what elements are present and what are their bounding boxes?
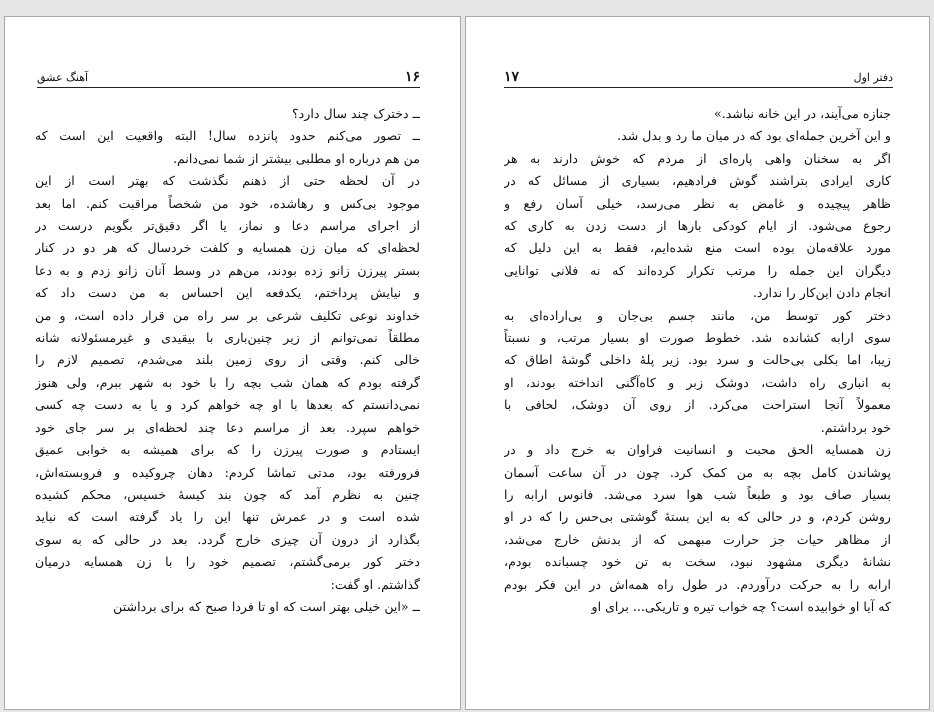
- text-line: دختر کور توسط من، مانند جسم بی‌جان و بی‌اراده‌ای به: [504, 307, 891, 323]
- text-line: دیگران این جمله را مرتب تکرار کرده‌اند که نه فلانی توانایی: [504, 262, 891, 278]
- text-line: ــ تصور می‌کنم حدود پانزده سال! البته واقعیت این است که: [35, 128, 420, 144]
- right-page-number: ۱۷: [504, 69, 520, 85]
- text-line: گذاشتم. او گفت:: [330, 576, 420, 592]
- left-page-body: [35, 103, 420, 618]
- left-page-number: ۱۶: [404, 69, 420, 85]
- text-line: خواهم سپرد. بعد از مراسم دعا چند لحظه‌ای بر سر جای خود: [35, 419, 420, 435]
- text-line: زن همسایه الحق محبت و انسانیت فراوان به خرج داد و در: [504, 442, 891, 458]
- text-line: روشن کردم، و در حالی که به این بستهٔ گوشتی بی‌حس را که در او: [504, 509, 891, 525]
- text-line: خالی کنم. وقتی از روی زمین بلند می‌شدم، تصمیم لازم را: [35, 352, 420, 368]
- text-line: و نیایش پرداختم، یکدفعه این احساس به من دست داد که: [35, 285, 420, 301]
- text-line: فرورفته بود، مدتی تماشا کردم: دهان چروکیده و فروبسته‌اش،: [35, 464, 420, 480]
- text-line: لحظه‌ای که میان زن همسایه و کلفت خردسال که هر دو در کنار: [35, 240, 420, 256]
- text-line: نمی‌دانستم که بعدها با او چه خواهم کرد و یا به دست چه کسی: [35, 397, 420, 413]
- text-line: ــ «این خیلی بهتر است که او تا فردا صبح که برای برداشتن: [113, 598, 420, 614]
- text-line: ایستادم و صورت پیرزن را که برای همیشه به خوابی عمیق: [35, 442, 420, 458]
- text-line: موجود بی‌کس و رهاشده، خود من شخصاً مراقبت کنم. اما بعد: [35, 195, 420, 211]
- text-line: من هم درباره او مطلبی بیشتر از شما نمی‌دانم.: [172, 150, 420, 166]
- text-line: خود برداشتم.: [820, 419, 891, 435]
- text-line: چنین به نظرم آمد که چون بند کیسهٔ خسیس، محکم کشیده: [35, 486, 420, 502]
- right-running-head: دفتر اول: [853, 71, 893, 84]
- text-line: انجام دادن این‌کار را ندارد.: [752, 285, 891, 301]
- right-page-header: [504, 69, 893, 88]
- text-line: رجوع می‌شود. از ایام کودکی بارها از دست زدن به کاری که: [504, 218, 891, 234]
- text-line: نشانهٔ دیگری مشهود نبود، سخت به تن خود چسبانده بودم،: [504, 554, 891, 570]
- text-line: پوشاندن کامل بچه به من کمک کرد. چون در آن ساعت آسمان: [504, 464, 891, 480]
- text-line: اگر به سخنان واهی پاره‌ای از مردم که خوش دارند به هر: [504, 150, 891, 166]
- text-line: خداوند نوعی تکلیف شرعی بر سر راه من قرار داده است، و من: [35, 307, 420, 323]
- text-line: گرفته بودم که همان شب بچه را با خود به شهر ببرم، ولی هنوز: [35, 374, 420, 390]
- text-line: بگذارد از درون آن چیزی خارج گردد. بعد در حالی که به سوی: [35, 531, 420, 547]
- left-page-header: [37, 69, 420, 88]
- text-line: مورد علاقه‌مان بوده است منع شده‌ایم، فقط به این دلیل که: [504, 240, 891, 256]
- text-line: مطلقاً نمی‌توانم از زیر چنین‌باری با بیقیدی و غیرمسئولانه شانه: [35, 330, 420, 346]
- right-page: [465, 16, 930, 710]
- text-line: ظاهر پیچیده و غامض به نظر می‌رسد، خیلی آسان رفع و: [504, 195, 891, 211]
- text-line: ــ دخترک چند سال دارد؟: [291, 106, 420, 121]
- text-line: ارابه را به حرکت درآوردم. در طول راه همه‌اش در این فکر بودم: [504, 576, 891, 592]
- text-line: شده است و در عمرش تنها این را یاد گرفته است که نباید: [35, 509, 420, 525]
- text-line: سوی ارابه کشانده شد. خطوط صورت او بسیار مرتب، و نسبتاً: [504, 330, 891, 346]
- text-line: کاری ایرادی بتراشند گوش فرادهیم، بسیاری از مسائل که در: [504, 173, 891, 189]
- text-line: بستر پیرزن زانو زده بودند، من‌هم در وسط آنان زانو زدم و به دعا: [35, 262, 420, 278]
- text-line: جنازه می‌آیند، در این خانه نباشد.»: [713, 106, 891, 121]
- right-page-body: [504, 103, 891, 618]
- text-line: در آن لحظه حتی از ذهنم نگذشت که بهتر است از این: [35, 173, 420, 189]
- text-line: بسیار صاف بود و طبعاً شب هوا سرد می‌شد. فانوس ارابه را: [504, 486, 891, 502]
- left-page: [4, 16, 461, 710]
- text-line: معمولاً آنجا استراحت می‌کرد. از روی آن دوشک، لحافی با: [504, 397, 891, 413]
- left-running-head: آهنگ عشق: [37, 71, 89, 84]
- text-line: از اجرای مراسم دعا و نماز، یا اگر دقیق‌تر بگویم درست در: [35, 218, 420, 234]
- text-line: دختر کور برمی‌گشتم، تصمیم خود را با زن همسایه درمیان: [35, 554, 420, 570]
- text-line: از مظاهر حیات جز حرارت مبهمی که از بدنش خارج می‌شد،: [504, 531, 891, 547]
- text-line: به انباری راه داشت، دوشک زبر و کاه‌آگنی انداخته بودند، او: [504, 374, 891, 390]
- text-line: که آیا او خوابیده است؟ چه خواب تیره و تاریکی... برای او: [591, 598, 891, 614]
- text-line: و این آخرین جمله‌ای بود که در میان ما رد و بدل شد.: [617, 128, 891, 144]
- text-line: زیبا، اما بکلی بی‌حالت و سرد بود. زیر پلهٔ داخلی گوشهٔ اطاق که: [504, 352, 891, 368]
